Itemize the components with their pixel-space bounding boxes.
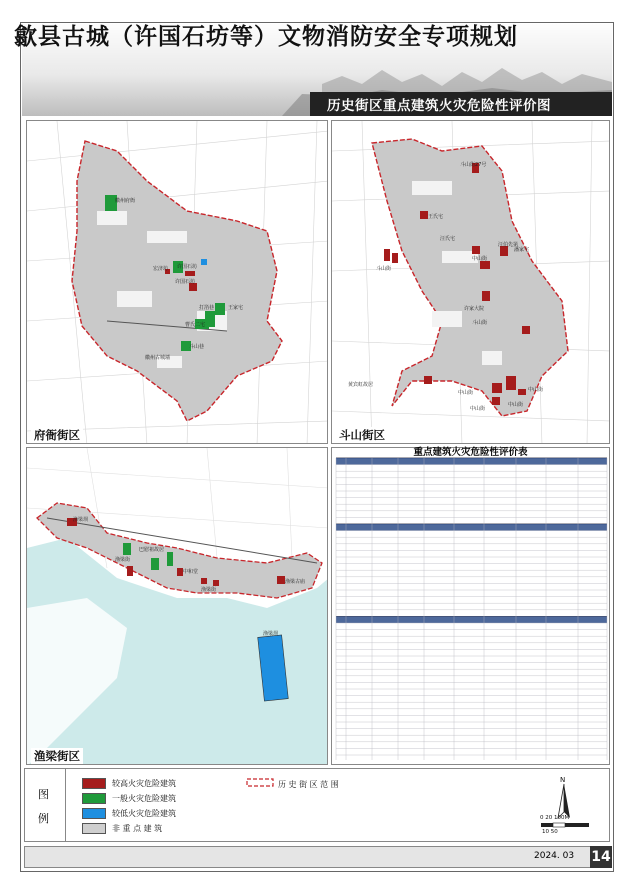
legend-label-nonkey: 非 重 点 建 筑 xyxy=(112,824,163,833)
doushan-map-label: 斗山街 xyxy=(472,320,488,326)
doushan-boundary xyxy=(372,139,568,416)
legend-heading-bottom: 例 xyxy=(38,812,49,825)
legend-label-low: 较低火灾危险建筑 xyxy=(112,809,176,818)
doushan-map-label: 中山街 xyxy=(472,256,488,262)
fufu-map-label: 曹氏二宅 xyxy=(185,322,206,328)
footer-bar xyxy=(24,846,610,868)
date-label: 2024. 03 xyxy=(534,851,575,861)
doushan-map-label: 斗山街27号 xyxy=(460,162,487,168)
fufu-map-label: 徽州府衙 xyxy=(115,198,136,204)
scale-text: 0 20 100M xyxy=(540,815,570,821)
doushan-map-label: 王氏宅 xyxy=(428,214,444,220)
legend-swatch-high xyxy=(82,778,106,789)
evaluation-table-panel xyxy=(331,447,610,765)
doushan-map-label: 许家大院 xyxy=(464,306,485,312)
page-title: 歙县古城（许国石坊等）文物消防安全专项规划 xyxy=(14,24,518,50)
legend-swatch-medium xyxy=(82,793,106,804)
fufu-map-label: 打箔巷 xyxy=(199,305,215,311)
map-panel-fufu xyxy=(26,120,328,444)
legend-heading-top: 图 xyxy=(38,788,49,801)
evaluation-table-graphic xyxy=(332,448,610,765)
doushan-map-label: 中山街 xyxy=(470,406,486,412)
yuliang-map-label: 渔梁坝 xyxy=(263,631,279,637)
fufu-map-label: 斗山巷 xyxy=(189,344,205,350)
legend-label-boundary: 历 史 街 区 范 围 xyxy=(278,780,339,789)
legend-label-high: 较高火灾危险建筑 xyxy=(112,779,176,788)
yuliang-map-label: 渔梁街 xyxy=(201,587,217,593)
legend-heading-cell xyxy=(24,768,66,842)
doushan-map-label: 汪氏宅 xyxy=(440,236,456,242)
table-title: 重点建筑火灾危险性评价表 xyxy=(413,447,528,458)
legend-swatch-low xyxy=(82,808,106,819)
fufu-low-risk-building xyxy=(201,259,207,265)
doushan-map-label: 中山街 xyxy=(508,402,524,408)
fufu-map-label: 许国石坊 xyxy=(175,279,196,285)
scale-bar xyxy=(540,822,590,828)
fufu-map-label: 王家宅 xyxy=(228,305,244,311)
yuliang-map-label: 渔梁坝 xyxy=(73,517,89,523)
doushan-map-label: 斗山街 xyxy=(376,266,392,272)
doushan-map-label: 黄宾虹故居 xyxy=(348,382,374,388)
yuliang-map-label: 中和堂 xyxy=(183,569,199,575)
legend-boundary-swatch xyxy=(246,778,274,788)
fufu-map-label: 宏济坊 xyxy=(153,266,169,272)
yuliang-map-label: 渔梁街 xyxy=(115,557,131,563)
doushan-map-label: 汪伯先第 xyxy=(498,242,519,248)
fufu-map-label: 徽州古城墙 xyxy=(145,355,171,361)
north-label: N xyxy=(560,776,566,784)
map-panel-doushan xyxy=(331,120,610,444)
yuliang-map-label: 渔梁古庙 xyxy=(285,579,306,585)
panel-label-yuliang: 渔梁街区 xyxy=(31,748,83,764)
panel-label-fufu: 府衙街区 xyxy=(31,427,83,443)
doushan-map-label: 中山街 xyxy=(458,390,474,396)
doushan-map-label: 中山街 xyxy=(528,387,544,393)
page-number: 14 xyxy=(590,846,612,868)
legend-label-medium: 一般火灾危险建筑 xyxy=(112,794,176,803)
map-panel-yuliang xyxy=(26,447,328,765)
legend-swatch-nonkey xyxy=(82,823,106,834)
panel-label-doushan: 斗山街区 xyxy=(336,427,388,443)
yuliang-map-label: 巴慰祖故居 xyxy=(139,547,165,553)
fufu-map-label: 许国石坊 xyxy=(177,264,198,270)
doushan-map-label: 潘家宅 xyxy=(514,247,530,253)
yuliang-district-map xyxy=(27,448,328,765)
page-subtitle: 历史街区重点建筑火灾危险性评价图 xyxy=(327,98,551,114)
scale-text-secondary: 10 50 xyxy=(542,829,558,835)
